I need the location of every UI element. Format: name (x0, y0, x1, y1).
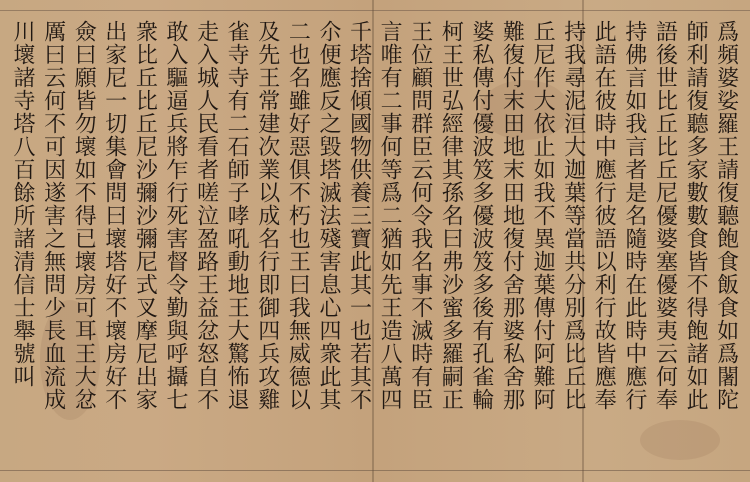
text-column: 持我尋泥洹大迦葉等當共分別爲比丘比 (560, 20, 586, 411)
text-columns (8, 20, 740, 460)
text-column: 爲頻婆娑羅王請復聽飽食飯食如爲闍陀 (713, 20, 739, 411)
text-column: 及先王常建次業以成名行即御四兵攻雞 (254, 20, 280, 411)
text-column: 尒便應反之毀塔滅法殘害息心四衆此其 (315, 20, 341, 411)
text-column: 柯王世弘經律其孫名曰弗沙蜜多羅嗣正 (438, 20, 464, 411)
text-column: 走入城人民看者嗟泣盈路王益忿怒自不 (193, 20, 219, 411)
text-column: 王位顧問群臣云何令我名事不滅時有臣 (407, 20, 433, 411)
text-column: 持佛言如我言者是名隨時在此時中應行 (621, 20, 647, 411)
text-column: 難復付末田地末田地復付舍那婆私舍那 (499, 20, 525, 411)
text-column: 出家尼一切集會問曰壞塔好不壞房好不 (101, 20, 127, 411)
text-column: 語後世比丘比丘尼優婆塞優婆夷云何奉 (652, 20, 678, 411)
text-column: 言唯有二事何等爲二猶如先王造八萬四 (377, 20, 403, 411)
text-column: 師利請復聽多家數數食皆不得飽諸如此 (683, 20, 709, 411)
bottom-border-line (0, 470, 750, 471)
text-column: 婆私傳付優波笈多優波笈多後有孔雀輪 (468, 20, 494, 411)
text-column: 雀寺寺有二石師子哮吼動地王大驚怖退 (224, 20, 250, 411)
top-border-line (0, 10, 750, 11)
text-column: 厲曰云何不可因遂害之無問少長血流成 (40, 20, 66, 411)
text-column: 衆比丘比丘尼沙彌沙彌尼式叉摩尼出家 (132, 20, 158, 411)
text-column: 丘尼作大依止如我不異迦葉傳付阿難阿 (530, 20, 556, 411)
text-column: 僉曰願皆勿壞如不得已壞房可耳王大忿 (71, 20, 97, 411)
text-column: 千塔捨傾國物供養三寶此其一也若其不 (346, 20, 372, 411)
text-column: 二也名雖好惡俱不朽也王曰我無威德以 (285, 20, 311, 411)
text-column: 此語在彼時中應行彼語以利行故皆應奉 (591, 20, 617, 411)
text-column: 敢入驅逼兵將乍行死害督令勤與呼攝七 (162, 20, 188, 411)
text-column: 川壞諸寺塔八百餘所諸清信士舉號叫 (10, 20, 35, 388)
